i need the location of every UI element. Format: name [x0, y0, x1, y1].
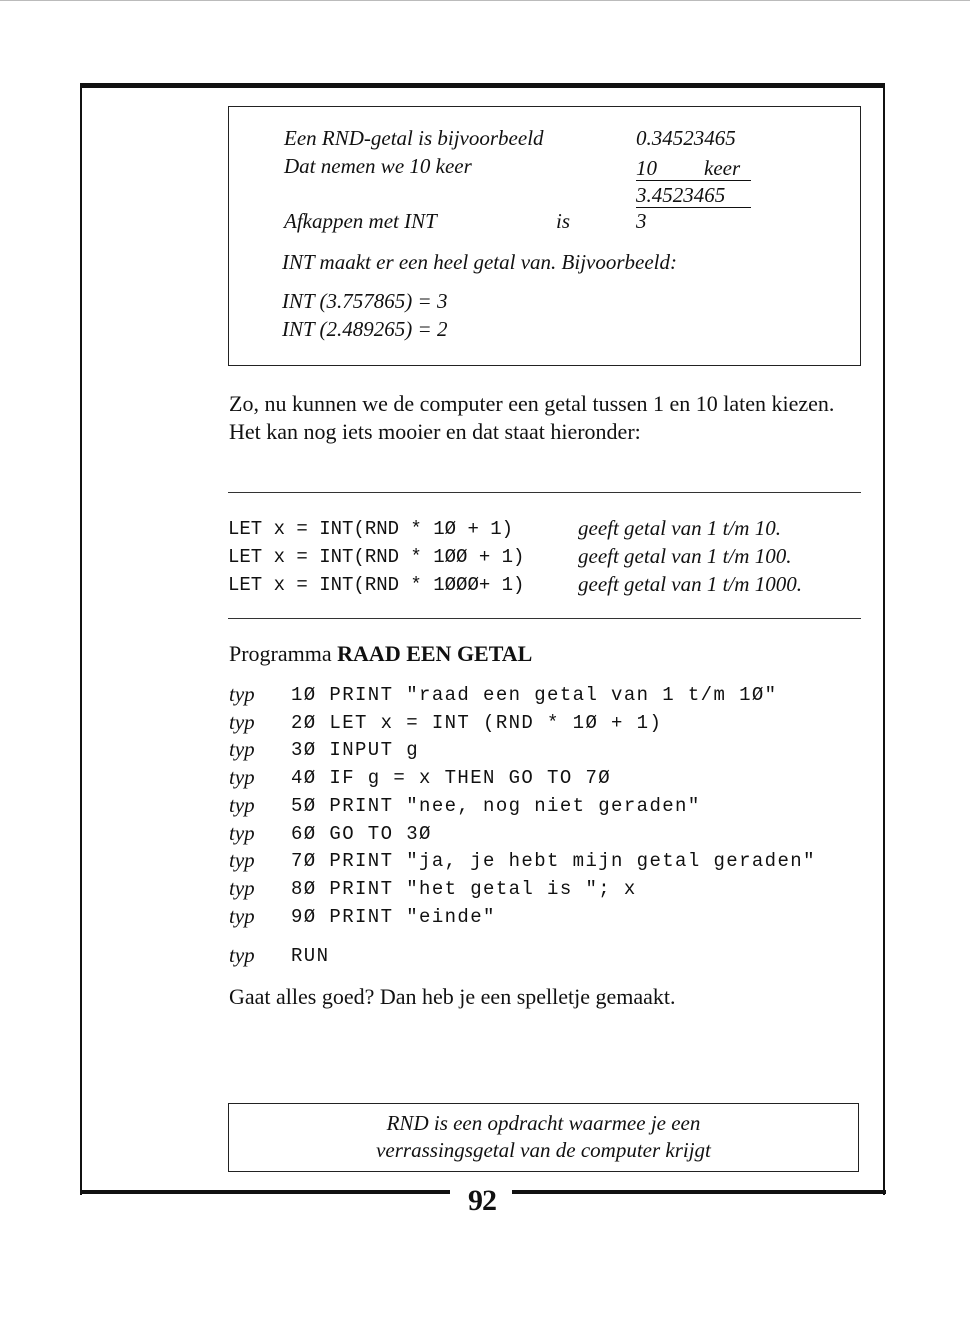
typ-label: typ	[229, 793, 255, 817]
box1-underline-2	[636, 207, 751, 208]
program-code: 1Ø PRINT "raad een getal van 1 t/m 1Ø"	[291, 684, 778, 706]
box1-line3-right: 3.4523465	[636, 183, 726, 207]
program-code: 5Ø PRINT "nee, nog niet geraden"	[291, 795, 701, 817]
let-code: LET x = INT(RND * 1Ø + 1)	[228, 518, 514, 540]
rule-top	[228, 492, 861, 493]
footer-rule-right	[512, 1190, 886, 1194]
run-code: RUN	[291, 945, 330, 967]
rule-bottom	[228, 618, 861, 619]
typ-label: typ	[229, 904, 255, 928]
box1-line4-right: 3	[636, 209, 647, 233]
definition-line-2: verrassingsgetal van de computer krijgt	[376, 1138, 711, 1162]
program-code: 8Ø PRINT "het getal is "; x	[291, 878, 637, 900]
let-note: geeft getal van 1 t/m 1000.	[578, 572, 802, 596]
definition-line-1: RND is een opdracht waarmee je een	[386, 1111, 701, 1135]
box1-line4-left: Afkappen met INT	[284, 209, 437, 233]
typ-label: typ	[229, 737, 255, 761]
footer-rule-left	[80, 1190, 450, 1194]
typ-label: typ	[229, 943, 255, 967]
rnd-definition-box	[228, 1103, 859, 1172]
typ-label: typ	[229, 876, 255, 900]
box1-line2-unit: keer	[704, 156, 741, 180]
box1-line5: INT maakt er een heel getal van. Bijvoorbeeld:	[282, 250, 678, 274]
box1-underline-1	[636, 180, 751, 181]
program-heading	[229, 641, 532, 667]
program-code: 6Ø GO TO 3Ø	[291, 823, 432, 845]
typ-label: typ	[229, 710, 255, 734]
let-code: LET x = INT(RND * 1ØØØ+ 1)	[228, 574, 525, 596]
program-label: Programma	[229, 641, 332, 666]
program-code: 4Ø IF g = x THEN GO TO 7Ø	[291, 767, 612, 789]
box1-line4-mid: is	[556, 209, 571, 233]
let-note: geeft getal van 1 t/m 10.	[578, 516, 781, 540]
typ-label: typ	[229, 821, 255, 845]
box1-line2-left: Dat nemen we 10 keer	[284, 154, 472, 178]
box1-line7: INT (2.489265) = 2	[282, 317, 448, 341]
closing-sentence: Gaat alles goed? Dan heb je een spelletje gemaakt.	[229, 984, 676, 1009]
program-code: 7Ø PRINT "ja, je hebt mijn getal geraden"	[291, 850, 816, 872]
typ-label: typ	[229, 682, 255, 706]
box1-line1-left: Een RND-getal is bijvoorbeeld	[284, 126, 544, 150]
top-edge-line	[0, 0, 970, 1]
typ-label: typ	[229, 848, 255, 872]
box1-line6: INT (3.757865) = 3	[282, 289, 448, 313]
program-code: 3Ø INPUT g	[291, 739, 420, 761]
box1-line2-number: 10	[636, 156, 657, 180]
let-code: LET x = INT(RND * 1ØØ + 1)	[228, 546, 525, 568]
program-code: 9Ø PRINT "einde"	[291, 906, 496, 928]
box1-line1-right: 0.34523465	[636, 126, 736, 150]
program-name: RAAD EEN GETAL	[337, 641, 533, 666]
page-number: 92	[468, 1184, 496, 1217]
let-note: geeft getal van 1 t/m 100.	[578, 544, 792, 568]
intro-paragraph: Zo, nu kunnen we de computer een getal tussen 1 en 10 laten kiezen. Het kan nog iets mooier en dat staat hieronder:	[229, 391, 835, 444]
typ-label: typ	[229, 765, 255, 789]
program-code: 2Ø LET x = INT (RND * 1Ø + 1)	[291, 712, 663, 734]
